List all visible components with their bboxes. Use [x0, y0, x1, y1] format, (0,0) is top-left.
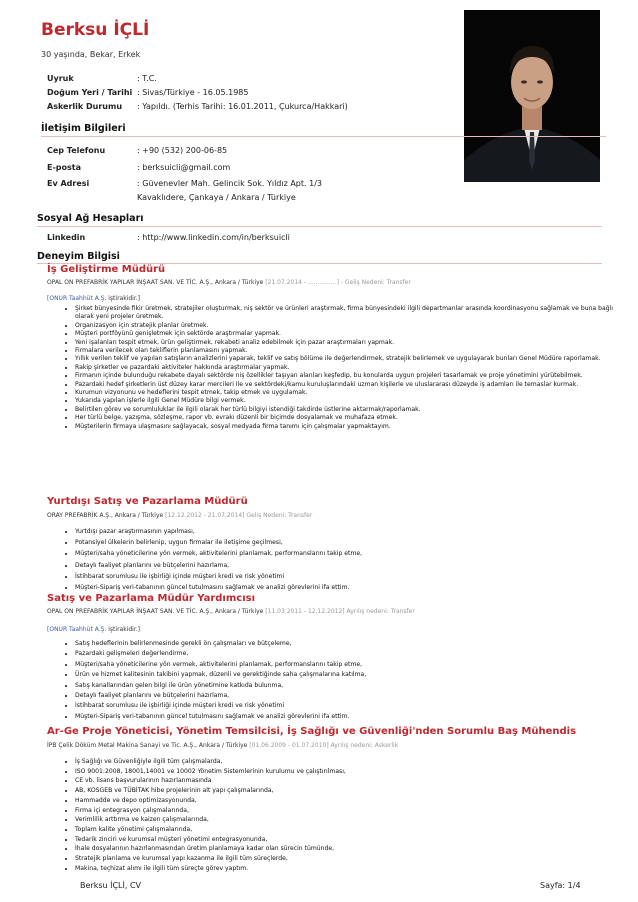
job-title: Ar-Ge Proje Yöneticisi, Yönetim Temsilcisi, İş Sağlığı ve Güvenliği'nden Sorumlu Baş Mühendis — [47, 726, 577, 737]
personal-key: Askerlik Durumu — [47, 102, 123, 111]
list-item: • Şirket bünyesinde fikir üretmek, stratejiler oluşturmak, niş sektör ve ürünleri araştırmak, firma bünyesindeki ilgili departmanlar arasında koordinasyonu sağlamak ve buna bağlı olarak yeni projeler üretmek. — [75, 305, 615, 322]
list-item: • Toplam kalite yönetimi çalışmalarında, — [75, 825, 615, 835]
contact-row — [47, 179, 322, 189]
list-item: • Detaylı faaliyet planlarını ve bütçelerini hazırlama, — [75, 560, 615, 571]
contact-key: E-posta — [47, 163, 81, 172]
list-item: • Belirtilen görev ve sorumluluklar ile ilgili olarak her türlü bilgiyi istendiği takdirde üstlerine aktarmak/raporlamak. — [75, 406, 615, 414]
list-item: • Yurtdışı pazar araştırmasının yapılması, — [75, 526, 615, 537]
list-item: • Detaylı faaliyet planlarını ve bütçelerini hazırlama, — [75, 691, 615, 701]
list-item: • Stratejik planlama ve kurumsal yapı kazanma ile ilgili tüm süreçlerde, — [75, 854, 615, 864]
job-duties-list — [55, 757, 615, 873]
profile-photo — [464, 10, 600, 182]
job-company-line — [47, 608, 415, 615]
linkedin-link[interactable]: : http://www.linkedin.com/in/berksuicli — [137, 233, 290, 242]
list-item: • Ürün ve hizmet kalitesinin takibini yapmak, düzenli ve gerektiğinde saha çalışmalarına katılma, — [75, 670, 615, 680]
contact-row — [47, 163, 230, 173]
personal-key: Doğum Yeri / Tarihi — [47, 88, 133, 97]
list-item: • Verimlilik arttırma ve kaizen çalışmalarında, — [75, 815, 615, 825]
address-line2: Kavaklıdere, Çankaya / Ankara / Türkiye — [137, 193, 296, 202]
job-duties-list — [55, 526, 615, 593]
list-item: • Tedarik zinciri ve kurumsal müşteri yönetimi entegrasyonunda, — [75, 835, 615, 845]
footer-document-name: Berksu İÇLİ, CV — [80, 881, 142, 890]
job-dates: [21.07.2014 - ...............] - Geliş Nedeni: Transfer — [265, 279, 411, 286]
list-item: • Her türlü belge, yazışma, sözleşme, rapor vb. evrakı düzenli bir biçimde dosyalamak ve muhafaza etmek. — [75, 414, 615, 422]
list-item: • Hammadde ve depo optimizasyonunda, — [75, 796, 615, 806]
job-company: İPB Çelik Döküm Metal Makina Sanayi ve Tic. A.Ş., Ankara / Türkiye — [47, 742, 248, 749]
job-note-text: iştirakidir.] — [106, 626, 140, 633]
job-duties-list — [55, 639, 615, 722]
list-item: • Müşteri/saha yöneticilerine yön vermek, aktivitelerini planlamak, performanslarını takip etme, — [75, 548, 615, 559]
job-company: OPAL ON PREFABRİK YAPILAR İNŞAAT SAN. VE TİC. A.Ş., Ankara / Türkiye — [47, 608, 264, 615]
list-item: • Müşteri-Sipariş veri-tabanının güncel tutulmasını sağlamak ve analizi görevlerini ifa ettim. — [75, 582, 615, 593]
list-item: • Satış hedeflerinin belirlenmesinde gerekli ön çalışmaları ve bütçeleme, — [75, 639, 615, 649]
contact-key: Ev Adresi — [47, 179, 90, 188]
social-key: Linkedin — [47, 233, 86, 242]
contact-section-title: İletişim Bilgileri — [41, 123, 126, 134]
list-item: • Firmanın içinde bulunduğu rekabete dayalı sektörde niş özellikler taşıyan alanları keşfedip, bu konularda uygun projeleri tasarlamak ve proje yönetimini yürütebilmek. — [75, 372, 615, 380]
footer-page-number: Sayfa: 1/4 — [540, 881, 581, 890]
person-name: Berksu İÇLİ — [41, 20, 150, 40]
list-item: • Kurumun vizyonunu ve hedeflerini tespit etmek, takip etmek ve uygulamak. — [75, 389, 615, 397]
job-note-text: iştirakidir.] — [106, 295, 140, 302]
personal-value: : Sivas/Türkiye - 16.05.1985 — [137, 88, 249, 97]
job-company: ORAY PREFABRİK A.Ş., Ankara / Türkiye — [47, 512, 164, 519]
list-item: • İstihbarat sorumlusu ile işbirliği içinde müşteri kredi ve risk yönetimi — [75, 701, 615, 711]
list-item: • Müşteri-Sipariş veri-tabanının güncel tutulmasını sağlamak ve analizi görevlerini ifa ettim. — [75, 712, 615, 722]
list-item: • AB, KOSGEB ve TÜBİTAK hibe projelerinin alt yapı çalışmalarında, — [75, 786, 615, 796]
list-item: • Müşteri portföyünü genişletmek için sektörde araştırmalar yapmak. — [75, 330, 615, 338]
job-company-line — [47, 742, 398, 749]
email-value[interactable]: : berksuicli@gmail.com — [137, 163, 231, 172]
job-title: Satış ve Pazarlama Müdür Yardımcısı — [47, 593, 256, 604]
personal-row — [47, 74, 157, 84]
list-item: • Pazardaki gelişmeleri değerlendirme, — [75, 649, 615, 659]
list-item: • Pazardaki hedef şirketlerin üst düzey karar mercileri ile ve sektördeki/kamu kuruluşlarındaki uzman kişilerle ve uluslararası düzeyde iş adamları ile temaslar kurmak. — [75, 381, 615, 389]
job-dates: [12.12.2012 - 21.07.2014] Geliş Nedeni: Transfer — [165, 512, 313, 519]
job-note — [47, 626, 140, 633]
list-item: • İhale dosyalarının hazırlanmasından üretim planlamaya kadar olan sürecin tümünde, — [75, 844, 615, 854]
job-note — [47, 295, 140, 302]
list-item: • ISO 9001:2008, 18001,14001 ve 10002 Yönetim Sistemlerinin kurulumu ve çalıştırılması, — [75, 767, 615, 777]
list-item: • Makina, teçhizat alımı ile ilgili tüm süreçte görev yaptım. — [75, 864, 615, 874]
list-item: • Yeni işalanları tespit etmek, ürün geliştirmek, rekabeti analiz edebilmek için pazar araştırmaları yapmak. — [75, 339, 615, 347]
contact-key: Cep Telefonu — [47, 146, 106, 155]
social-section-title: Sosyal Ağ Hesapları — [37, 213, 144, 224]
list-item: • İş Sağlığı ve Güvenliğiyle ilgili tüm çalışmalarda, — [75, 757, 615, 767]
job-title: Yurtdışı Satış ve Pazarlama Müdürü — [47, 496, 248, 507]
job-note-company: [ONUR Taahhüt A.Ş. — [47, 295, 107, 302]
list-item: • Organizasyon için stratejik planlar üretmek. — [75, 322, 615, 330]
list-item: • Satış kanallarından gelen bilgi ile ürün yönetimine katkıda bulunma, — [75, 681, 615, 691]
job-company: OPAL ON PREFABRİK YAPILAR İNŞAAT SAN. VE TİC. A.Ş., Ankara / Türkiye — [47, 279, 264, 286]
list-item: • Müşteri/saha yöneticilerine yön vermek, aktivitelerini planlamak, performanslarını takip etme, — [75, 660, 615, 670]
personal-value: : Yapıldı. (Terhis Tarihi: 16.01.2011, Çukurca/Hakkari) — [137, 102, 348, 111]
personal-key: Uyruk — [47, 74, 74, 83]
list-item: • Firma içi entegrasyon çalışmalarında, — [75, 806, 615, 816]
section-divider — [37, 226, 602, 227]
list-item: • Firmalara verilecek olan tekliflerin planlamasını yapmak. — [75, 347, 615, 355]
job-company-line — [47, 512, 312, 519]
contact-value: : Güvenevler Mah. Gelincik Sok. Yıldız Apt. 1/3 — [137, 179, 322, 188]
job-dates: [01.06.2009 - 01.07.2010] Ayrılış nedeni: Askerlik — [249, 742, 399, 749]
job-duties-list — [55, 305, 615, 431]
list-item: • Yıllık verilen teklif ve yapılan satışların analizlerini yaparak, teklif ve satış bölüme ile değerlendirmek, stratejik belirlemek ve uygulayarak bunları Genel Müdüre raporlamak. — [75, 355, 615, 363]
contact-value: : +90 (532) 200-06-85 — [137, 146, 228, 155]
list-item: • Rakip şirketler ve pazardaki aktiviteler hakkında araştırmalar yapmak. — [75, 364, 615, 372]
list-item: • İstihbarat sorumlusu ile işbirliği içinde müşteri kredi ve risk yönetimi — [75, 571, 615, 582]
contact-row — [47, 146, 227, 156]
section-divider — [41, 136, 606, 137]
list-item: • Müşterilerin firmaya ulaşmasını sağlayacak, sosyal medyada firma tanımı için çalışmalar yapmaktayım. — [75, 423, 615, 431]
job-dates: [11.03.2011 - 12.12.2012] Ayrılış nedeni: Transfer — [265, 608, 415, 615]
personal-row — [47, 88, 248, 98]
personal-row — [47, 102, 348, 112]
list-item: • Potansiyel ülkelerin belirlenip, uygun firmalar ile iletişime geçilmesi, — [75, 537, 615, 548]
social-row — [47, 233, 290, 243]
experience-section-title: Deneyim Bilgisi — [37, 251, 120, 262]
job-note-company: [ONUR Taahhüt A.Ş. — [47, 626, 107, 633]
list-item: • CE vb. lisans başvurularının hazırlanmasında — [75, 776, 615, 786]
list-item: • Yukarıda yapılan işlerle ilgili Genel Müdüre bilgi vermek. — [75, 397, 615, 405]
personal-value: : T.C. — [137, 74, 157, 83]
job-title: İş Geliştirme Müdürü — [47, 264, 166, 275]
person-subtitle: 30 yaşında, Bekar, Erkek — [41, 50, 141, 59]
job-company-line — [47, 279, 411, 286]
